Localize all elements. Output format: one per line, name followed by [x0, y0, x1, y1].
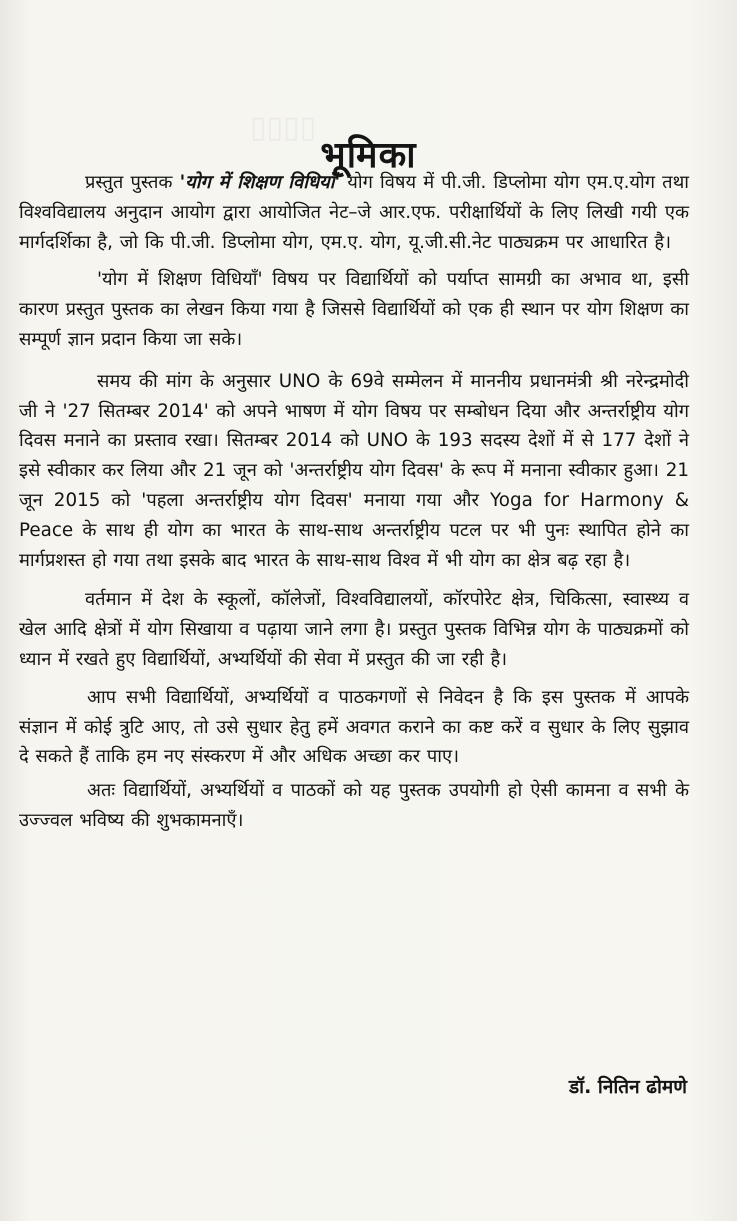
paragraph-3: समय की मांग के अनुसार UNO के 69वे सम्मेलन में माननीय प्रधानमंत्री श्री नरेन्द्रमोदी जी ने '27 सितम्बर 2014' को अपने भाषण में योग विषय पर सम्बोधन दिया और अन्तर्राष्ट्रीय योग दिवस मनाने का प्रस्ताव रखा। सितम्बर 2014 को UNO के 193 सदस्य देशों में से 177 देशों ने इसे स्वीकार कर लिया और 21 जून को 'अन्तर्राष्ट्रीय योग दिवस' के रूप में मनाना स्वीकार हुआ। 21 जून 2015 को 'पहला अन्तर्राष्ट्रीय योग दिवस' मनाया गया और Yoga for Harmony & Peace के साथ ही योग का भारत के साथ-साथ अन्तर्राष्ट्रीय पटल पर भी पुनः स्थापित होने का मार्गप्रशस्त हो गया तथा इसके बाद भारत के साथ-साथ विश्व में भी योग का क्षेत्र बढ़ रहा है। — [19, 370, 689, 571]
paragraph-4: वर्तमान में देश के स्कूलों, कॉलेजों, विश्वविद्यालयों, कॉरपोरेट क्षेत्र, चिकित्सा, स्वास्थ्य व खेल आदि क्षेत्रों में योग सिखाया व पढ़ाया जाने लगा है। प्रस्तुत पुस्तक विभिन्न योग के पाठ्यक्रमों को ध्यान में रखते हुए विद्यार्थियों, अभ्यर्थियों की सेवा में प्रस्तुत की जा रही है। — [19, 589, 689, 670]
preface-body — [19, 168, 689, 844]
author-signature: डॉ. नितिन ढोमणे — [568, 1076, 687, 1098]
paragraph-1-rest: योग विषय में पी.जी. डिप्लोमा योग एम.ए.योग तथा विश्वविद्यालय अनुदान आयोग द्वारा आयोजित नेट–जे आर.एफ. परीक्षार्थियों के लिए लिखी गयी एक मार्गदर्शिका है, जो कि पी.जी. डिप्लोमा योग, एम.ए. योग, यू.जी.सी.नेट पाठ्यक्रम पर आधारित है। — [19, 172, 689, 253]
paragraph-6: अतः विद्यार्थियों, अभ्यर्थियों व पाठकों को यह पुस्तक उपयोगी हो ऐसी कामना व सभी के उज्ज्वल भविष्य की शुभकामनाएँ। — [19, 780, 689, 831]
paragraph-2: 'योग में शिक्षण विधियाँ' विषय पर विद्यार्थियों को पर्याप्त सामग्री का अभाव था, इसी कारण प्रस्तुत पुस्तक का लेखन किया गया है जिससे विद्यार्थियों को एक ही स्थान पर योग शिक्षण का सम्पूर्ण ज्ञान प्रदान किया जा सके। — [19, 269, 689, 350]
paragraph-5: आप सभी विद्यार्थियों, अभ्यर्थियों व पाठकगणों से निवेदन है कि इस पुस्तक में आपके संज्ञान में कोई त्रुटि आए, तो उसे सुधार हेतु हमें अवगत कराने का कष्ट करें व सुधार के लिए सुझाव दे सकते हैं ताकि हम नए संस्करण में और अधिक अच्छा कर पाए। — [19, 686, 689, 768]
paragraph-1-start: प्रस्तुत पुस्तक — [85, 172, 180, 193]
page-title: भूमिका — [320, 135, 417, 177]
book-title: 'योग में शिक्षण विधियाँ' — [179, 172, 341, 193]
paragraph-1 — [19, 168, 689, 257]
bleed-through-text: ▯▯▯▯ — [250, 110, 317, 145]
